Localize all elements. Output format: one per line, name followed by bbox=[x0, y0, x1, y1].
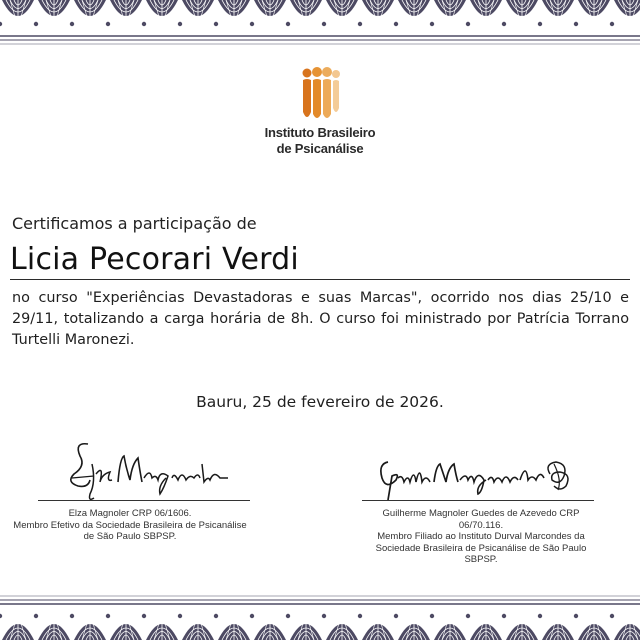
left-signatory-name: Elza Magnoler CRP 06/1606. bbox=[68, 508, 192, 519]
certificate-body: no curso "Experiências Devastadoras e suas Marcas", ocorrido nos dias 25/10 e 29/11, totalizando a carga horária de 8h. O curso foi ministrado por Patrícia Torrano Turtelli Maronezi. bbox=[12, 290, 629, 348]
signature-elza-magnoler bbox=[60, 434, 260, 506]
place-date: Bauru, 25 de fevereiro de 2026. bbox=[196, 393, 444, 411]
institute-name-line1: Instituto Brasileiro bbox=[264, 125, 376, 140]
bottom-ornamental-border bbox=[0, 590, 640, 640]
left-signatory-role-cont: de São Paulo SBPSP. bbox=[83, 531, 177, 542]
institute-name-line2: de Psicanálise bbox=[276, 141, 364, 156]
signature-guilherme-magnoler bbox=[374, 450, 590, 502]
right-signatory-caption bbox=[360, 508, 602, 566]
recipient-name: Licia Pecorari Verdi bbox=[10, 242, 299, 277]
left-signatory-caption bbox=[10, 508, 250, 543]
right-signatory-name: Guilherme Magnoler Guedes de Azevedo CRP 06/70.116. bbox=[382, 508, 580, 531]
right-signatory-role: Membro Filiado ao Instituto Durval Marcondes da bbox=[377, 531, 585, 542]
left-signature-line bbox=[38, 500, 250, 501]
name-underline bbox=[10, 279, 630, 280]
left-signatory-role: Membro Efetivo da Sociedade Brasileira de Psicanálise bbox=[13, 519, 247, 531]
right-signature-line bbox=[362, 500, 594, 501]
top-ornamental-border bbox=[0, 0, 640, 50]
certificate-intro: Certificamos a participação de bbox=[12, 214, 257, 233]
institute-name bbox=[220, 125, 420, 157]
right-signatory-role-cont: Sociedade Brasileira de Psicanálise de São Paulo SBPSP. bbox=[375, 542, 587, 565]
institute-logo-icon bbox=[296, 66, 344, 122]
